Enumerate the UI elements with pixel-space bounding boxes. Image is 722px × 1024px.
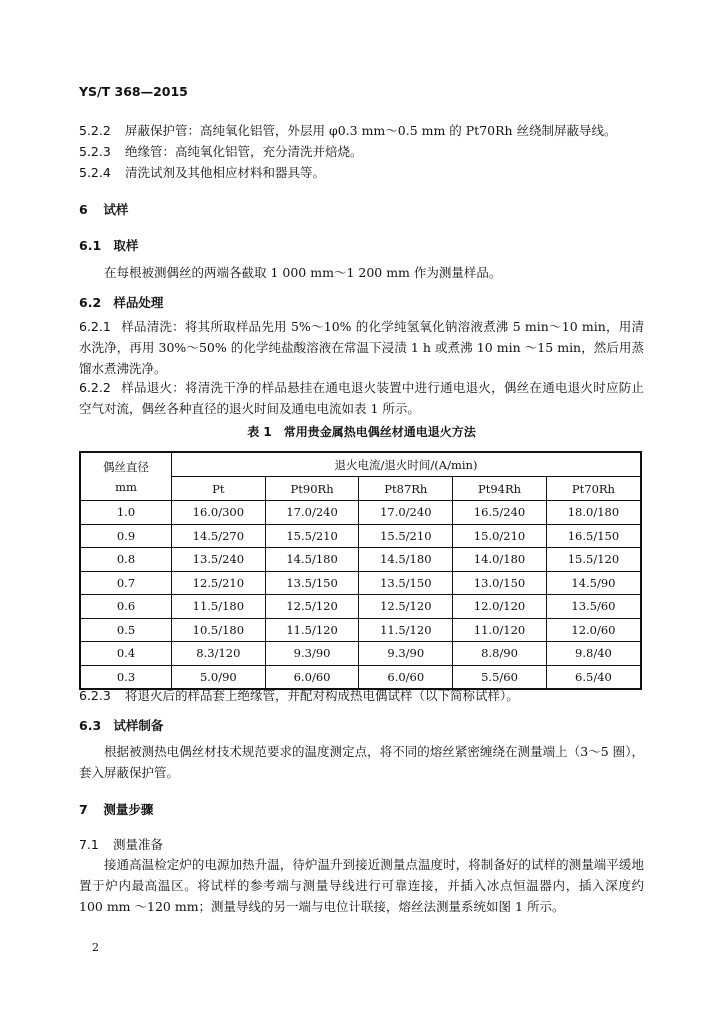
clause-text: 屏蔽保护管：高纯氧化铝管，外层用 φ0.3 mm～0.5 mm 的 Pt70Rh 丝绕制屏蔽导线。: [124, 123, 617, 138]
table-cell: 17.0/240: [359, 501, 453, 525]
document-header: YS/T 368—2015: [79, 84, 188, 99]
table-cell: 12.5/120: [359, 595, 453, 619]
table-cell: 0.3: [80, 665, 172, 689]
table-cell: 18.0/180: [546, 501, 641, 525]
clause-number: 5.2.4: [79, 165, 111, 180]
table-row: [80, 501, 641, 525]
table-cell: 12.5/120: [265, 595, 359, 619]
table-row: [80, 571, 641, 595]
clause-text: 样品退火：将清洗干净的样品悬挂在通电退火装置中进行通电退火，偶丝在通电退火时应防止空气对流，偶丝各种直径的退火时间及通电电流如表 1 所示。: [79, 380, 644, 416]
section-7-1-heading: 7.1 测量准备: [79, 837, 163, 852]
group-header: 退火电流/退火时间/(A/min): [172, 452, 642, 477]
section-6-1-heading: 6.1 取样: [79, 238, 139, 253]
col-header: Pt70Rh: [546, 477, 641, 501]
table-row: [80, 595, 641, 619]
table-1-title: 表 1 常用贵金属热电偶丝材通电退火方法: [247, 425, 476, 439]
clause-5-2-4: [79, 163, 325, 181]
table-cell: 8.3/120: [172, 642, 266, 666]
table-cell: 15.0/210: [453, 524, 547, 548]
table-cell: 13.5/240: [172, 548, 266, 572]
table-row: [80, 618, 641, 642]
table-cell: 11.5/120: [359, 618, 453, 642]
table-cell: 14.5/270: [172, 524, 266, 548]
page-number: 2: [92, 941, 99, 954]
clause-text: 将退火后的样品套上绝缘管，并配对构成热电偶试样（以下简称试样）。: [124, 688, 519, 703]
section-6-1-text: 在每根被测偶丝的两端各截取 1 000 mm～1 200 mm 作为测量样品。: [104, 265, 502, 280]
table-cell: 14.0/180: [453, 548, 547, 572]
table-cell: 0.5: [80, 618, 172, 642]
diameter-header: 偶丝直径 mm: [80, 452, 172, 501]
col-header: Pt87Rh: [359, 477, 453, 501]
clause-text: 清洗试剂及其他相应材料和器具等。: [124, 165, 325, 180]
table-cell: 0.4: [80, 642, 172, 666]
table-cell: 17.0/240: [265, 501, 359, 525]
clause-6-2-2: [79, 377, 644, 419]
section-6-2-heading: 6.2 样品处理: [79, 295, 164, 310]
table-cell: 12.5/210: [172, 571, 266, 595]
table-cell: 16.5/240: [453, 501, 547, 525]
table-header-row: [80, 452, 641, 477]
table-cell: 15.5/210: [265, 524, 359, 548]
table-cell: 13.5/150: [265, 571, 359, 595]
table-cell: 0.9: [80, 524, 172, 548]
table-cell: 12.0/120: [453, 595, 547, 619]
clause-number: 6.2.2: [79, 380, 111, 395]
table-cell: 13.0/150: [453, 571, 547, 595]
section-6-3-heading: 6.3 试样制备: [79, 718, 164, 733]
table-cell: 8.8/90: [453, 642, 547, 666]
clause-number: 6.2.3: [79, 688, 111, 703]
col-header: Pt94Rh: [453, 477, 547, 501]
table-cell: 5.5/60: [453, 665, 547, 689]
table-cell: 0.6: [80, 595, 172, 619]
clause-text: 样品清洗：将其所取样品先用 5%～10% 的化学纯氢氧化钠溶液煮沸 5 min～10 min，用清水洗净，再用 30%～50% 的化学纯盐酸溶液在常温下浸渍 1 h 或煮沸 10 min ～15 min，然后用蒸馏水煮沸洗净。: [79, 319, 644, 376]
table-row: [80, 524, 641, 548]
table-cell: 5.0/90: [172, 665, 266, 689]
table-cell: 9.3/90: [265, 642, 359, 666]
clause-5-2-3: [79, 142, 363, 160]
table-cell: 14.5/180: [359, 548, 453, 572]
clause-6-2-1: [79, 316, 644, 379]
table-cell: 11.0/120: [453, 618, 547, 642]
table-cell: 13.5/150: [359, 571, 453, 595]
section-7-heading: 7 测量步骤: [79, 802, 154, 817]
table-cell: 11.5/120: [265, 618, 359, 642]
annealing-table: [79, 451, 642, 690]
table-cell: 6.5/40: [546, 665, 641, 689]
table-cell: 9.3/90: [359, 642, 453, 666]
table-cell: 13.5/60: [546, 595, 641, 619]
table-cell: 6.0/60: [265, 665, 359, 689]
section-6-heading: 6 试样: [79, 202, 129, 217]
col-header: Pt90Rh: [265, 477, 359, 501]
table-cell: 14.5/180: [265, 548, 359, 572]
table-cell: 1.0: [80, 501, 172, 525]
clause-number: 5.2.2: [79, 123, 111, 138]
clause-5-2-2: [79, 121, 617, 139]
section-7-1-text: 接通高温检定炉的电源加热升温，待炉温升到接近测量点温度时，将制备好的试样的测量端平缓地置于炉内最高温区。将试样的参考端与测量导线进行可靠连接，并插入冰点恒温器内，插入深度约 100 mm ～120 mm；测量导线的另一端与电位计联接，熔丝法测量系统如图 1 所示。: [79, 857, 644, 914]
table-cell: 16.0/300: [172, 501, 266, 525]
table-row: [80, 548, 641, 572]
table-cell: 9.8/40: [546, 642, 641, 666]
table-cell: 6.0/60: [359, 665, 453, 689]
table-cell: 16.5/150: [546, 524, 641, 548]
table-cell: 0.8: [80, 548, 172, 572]
col-header: Pt: [172, 477, 266, 501]
table-cell: 11.5/180: [172, 595, 266, 619]
table-cell: 15.5/210: [359, 524, 453, 548]
table-cell: 15.5/120: [546, 548, 641, 572]
clause-number: 5.2.3: [79, 144, 111, 159]
table-cell: 14.5/90: [546, 571, 641, 595]
clause-6-2-3: [79, 686, 519, 704]
table-cell: 10.5/180: [172, 618, 266, 642]
table-cell: 12.0/60: [546, 618, 641, 642]
table-row: [80, 642, 641, 666]
section-6-3-text: 根据被测热电偶丝材技术规范要求的温度测定点，将不同的熔丝紧密缠绕在测量端上（3～5 圈），套入屏蔽保护管。: [79, 744, 644, 780]
table-cell: 0.7: [80, 571, 172, 595]
clause-number: 6.2.1: [79, 319, 111, 334]
clause-text: 绝缘管：高纯氧化铝管，充分清洗并焙烧。: [124, 144, 363, 159]
